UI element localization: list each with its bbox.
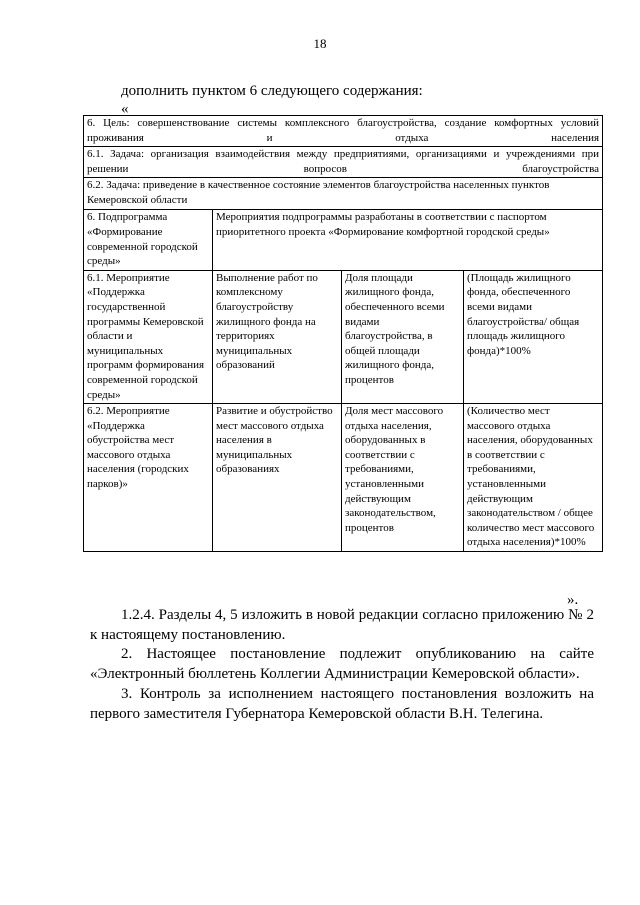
measure-indicator-cell: Доля площади жилищного фонда, обеспеченного всеми видами благоустройства, в общей площади жилищного фонда, процентов [342,270,464,403]
task2-cell: 6.2. Задача: приведение в качественное состояние элементов благоустройства населенных пунктов Кемеровской области [84,178,603,210]
paragraph-3: 3. Контроль за исполнением настоящего постановления возложить на первого заместителя Губернатора Кемеровской области В.Н. Телегина. [90,686,594,722]
subprogram-description-cell: Мероприятия подпрограммы разработаны в соответствии с паспортом приоритетного проекта «Формирование комфортной городской среды» [213,210,603,270]
task2-row [84,178,603,210]
goal-row [84,116,603,147]
measure-name-cell: 6.1. Мероприятие «Поддержка государственной программы Кемеровской области и муниципальных программ формирования современной городской среды» [84,270,213,403]
paragraph-1-2-4: 1.2.4. Разделы 4, 5 изложить в новой редакции согласно приложению № 2 к настоящему постановлению. [90,607,594,643]
opening-quote: « [121,101,129,117]
measure-activity-cell: Развитие и обустройство мест массового отдыха населения в муниципальных образованиях [213,404,342,552]
paragraph-2: 2. Настоящее постановление подлежит опубликованию на сайте «Электронный бюллетень Коллегии Администрации Кемеровской области». [90,646,594,682]
measure-indicator-cell: Доля мест массового отдыха населения, оборудованных в соответствии с требованиями, установленными действующим законодательством, процентов [342,404,464,552]
task1-cell: 6.1. Задача: организация взаимодействия между предприятиями, организациями и учреждениями при решении вопросов благоустройства [84,147,603,178]
intro-text: дополнить пунктом 6 следующего содержания: [121,83,423,99]
measures-table [83,115,603,552]
measure-activity-cell: Выполнение работ по комплексному благоустройству жилищного фонда на территориях муниципальных образований [213,270,342,403]
measure-row [84,404,603,552]
measure-formula-cell: (Площадь жилищного фонда, обеспеченного всеми видами благоустройства/ общая площадь жилищного фонда)*100% [464,270,603,403]
goal-cell: 6. Цель: совершенствование системы комплексного благоустройства, создание комфортных условий проживания и отдыха населения [84,116,603,147]
measure-formula-cell: (Количество мест массового отдыха населения, оборудованных в соответствии с требованиями, установленными действующим законодательством / общее количество мест массового отдыха населения)*100% [464,404,603,552]
subprogram-name-cell: 6. Подпрограмма «Формирование современной городской среды» [84,210,213,270]
subprogram-row [84,210,603,270]
measure-row [84,270,603,403]
page-number: 18 [313,36,327,51]
task1-row [84,147,603,178]
closing-quote: ». [567,592,579,608]
measure-name-cell: 6.2. Мероприятие «Поддержка обустройства мест массового отдыха населения (городских парков)» [84,404,213,552]
